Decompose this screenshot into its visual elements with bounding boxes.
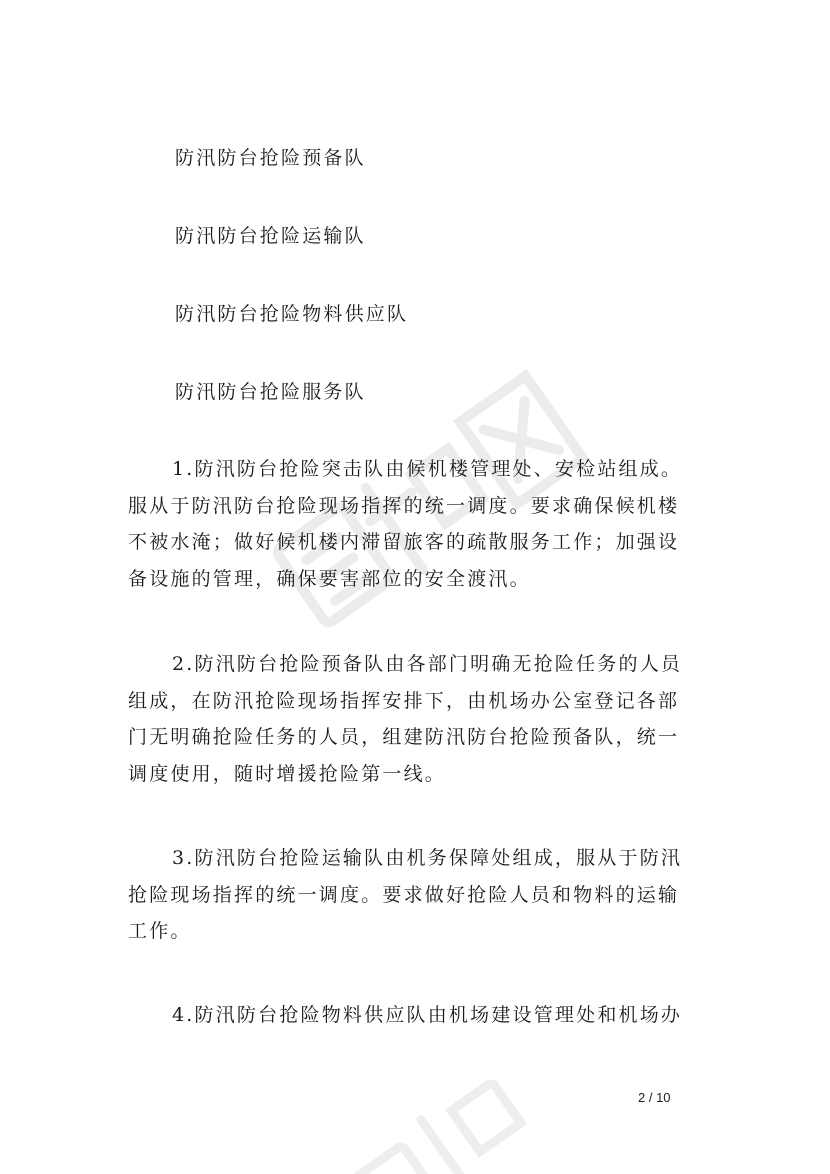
paragraph-line: 抢险现场指挥的统一调度。要求做好抢险人员和物料的运输 bbox=[128, 883, 680, 906]
paragraph-line: 工作。 bbox=[128, 920, 192, 942]
paragraph-line: 门无明确抢险任务的人员，组建防汛防台抢险预备队，统一 bbox=[128, 726, 680, 748]
paragraph-line: 调度使用，随时增援抢险第一线。 bbox=[128, 762, 447, 785]
watermark-logo-partial bbox=[300, 1080, 560, 1174]
paragraph-line: 服从于防汛防台抢险现场指挥的统一调度。要求确保候机楼 bbox=[128, 494, 680, 517]
paragraph-line: 3.防汛防台抢险运输队由机务保障处组成，服从于防汛 bbox=[172, 847, 683, 869]
heading-supply-team: 防汛防台抢险物料供应队 bbox=[175, 303, 409, 325]
paragraph-1 bbox=[128, 451, 708, 597]
heading-service-team: 防汛防台抢险服务队 bbox=[175, 381, 366, 403]
paragraph-2 bbox=[128, 646, 708, 792]
paragraph-line: 不被水淹；做好候机楼内滞留旅客的疏散服务工作；加强设 bbox=[128, 531, 680, 553]
paragraph-line: 备设施的管理，确保要害部位的安全渡汛。 bbox=[128, 567, 531, 590]
paragraph-4 bbox=[128, 997, 708, 1034]
heading-transport-team: 防汛防台抢险运输队 bbox=[175, 225, 366, 247]
paragraph-line: 1.防汛防台抢险突击队由候机楼管理处、安检站组成。 bbox=[172, 458, 683, 480]
page-number: 2 / 10 bbox=[638, 1090, 671, 1105]
paragraph-line: 4.防汛防台抢险物料供应队由机场建设管理处和机场办 bbox=[172, 1004, 683, 1026]
paragraph-3 bbox=[128, 840, 708, 950]
paragraph-line: 组成，在防汛抢险现场指挥安排下，由机场办公室登记各部 bbox=[128, 689, 680, 712]
paragraph-line: 2.防汛防台抢险预备队由各部门明确无抢险任务的人员 bbox=[172, 653, 683, 675]
heading-reserve-team: 防汛防台抢险预备队 bbox=[175, 147, 366, 169]
